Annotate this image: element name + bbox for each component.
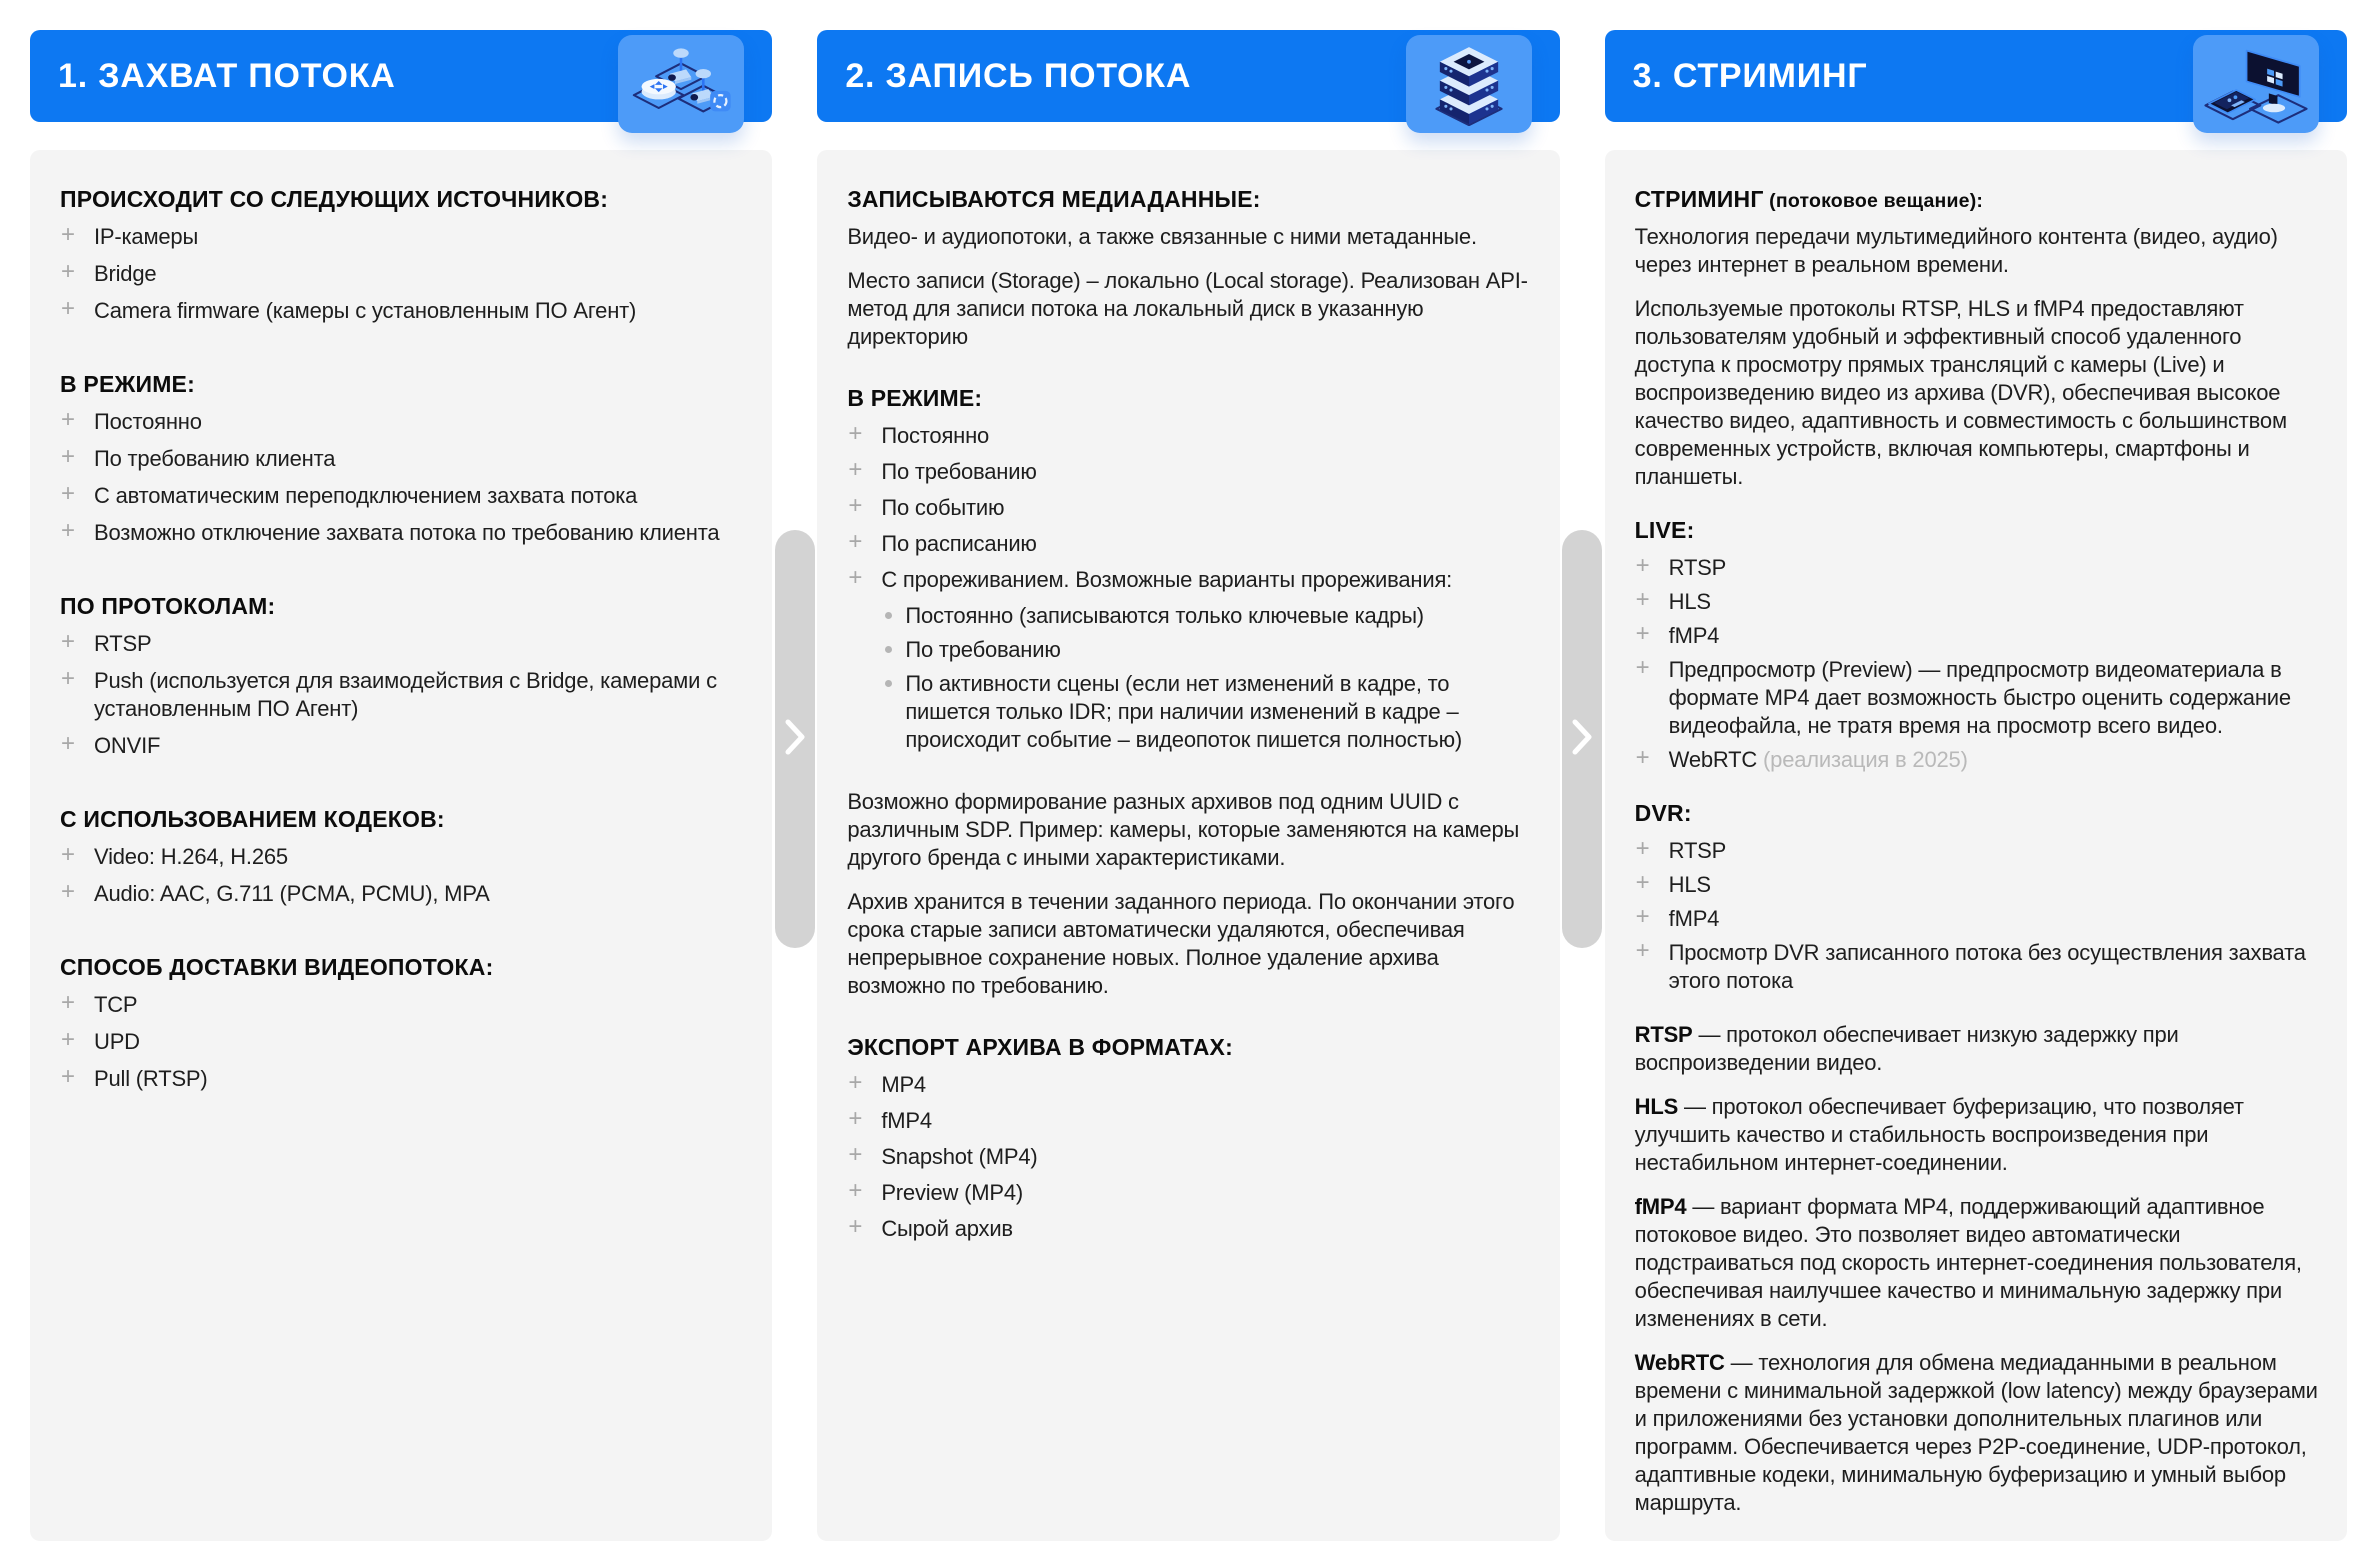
plus-bullet-icon: +: [848, 456, 863, 483]
sub-list-item-text: По активности сцены (если нет изменений в кадре, то пишется только IDR; при наличии изменений в кадре – происходит событие – видеопоток пишется полностью): [905, 671, 1462, 752]
list-item-text: HLS: [1668, 589, 1711, 614]
list-item-text: Video: H.264, H.265: [94, 844, 288, 869]
pipeline-board: [30, 30, 2347, 1515]
plus-bullet-icon: +: [1635, 903, 1650, 930]
list-item: [60, 843, 744, 871]
section: [60, 371, 744, 547]
list-item-text: Bridge: [94, 261, 157, 286]
list-item-text: ONVIF: [94, 733, 161, 758]
plus-bullet-icon: +: [848, 1213, 863, 1240]
paragraph-text: — технология для обмена медиаданными в реальном времени с минимальной задержкой (low latency) между браузерами и приложениями без установки дополнительных плагинов или программ. Обеспечивается через P2P-соединение, UDP-протокол, адаптивные кодеки, минимальную буферизацию и умный выбор маршрута.: [1634, 1350, 2318, 1515]
list-item: [60, 223, 744, 251]
plus-bullet-icon: +: [61, 443, 75, 470]
paragraph: [1635, 1021, 2319, 1077]
list-item: [1635, 554, 2319, 582]
list-item: [60, 1065, 744, 1093]
paragraph: Видео- и аудиопотоки, а также связанные с ними метаданные.: [847, 224, 1477, 249]
section-heading: [1635, 517, 2319, 544]
section-heading: [1635, 800, 2319, 827]
plus-bullet-icon: +: [61, 480, 75, 507]
plus-bullet-icon: +: [61, 406, 75, 433]
plus-bullet-icon: +: [1635, 552, 1650, 579]
list-item: [60, 880, 744, 908]
list-item: [847, 566, 1531, 754]
paragraph-text: — протокол обеспечивает низкую задержку при воспроизведении видео.: [1634, 1022, 2179, 1075]
section: [847, 788, 1531, 1000]
plus-bullet-icon: +: [61, 221, 75, 248]
chevron-right-icon: [782, 715, 808, 764]
plus-list: [60, 223, 744, 325]
column-recording: [817, 30, 1559, 1541]
list-item: [1635, 746, 2319, 774]
term: fMP4: [1634, 1194, 1687, 1219]
list-item-text: IP-камеры: [94, 224, 199, 249]
list-item: [60, 732, 744, 760]
list-item-text: Audio: AAC, G.711 (PCMA, PCMU), MPA: [94, 881, 490, 906]
column-streaming: [1605, 30, 2347, 1541]
list-item-text: Постоянно: [94, 409, 202, 434]
plus-list: [847, 422, 1531, 754]
list-item-text: По требованию: [881, 459, 1037, 484]
next-step-chevron-2[interactable]: [1562, 530, 1602, 948]
list-item: [1635, 871, 2319, 899]
list-item: [847, 1143, 1531, 1171]
section-heading-text: С ИСПОЛЬЗОВАНИЕМ КОДЕКОВ:: [60, 806, 445, 832]
plus-bullet-icon: +: [1635, 835, 1650, 862]
plus-bullet-icon: +: [848, 564, 863, 591]
plus-bullet-icon: +: [848, 1141, 863, 1168]
list-item-text: MP4: [881, 1072, 926, 1097]
plus-bullet-icon: +: [1635, 869, 1650, 896]
paragraph: [1635, 1193, 2319, 1333]
term: WebRTC: [1634, 1350, 1725, 1375]
column-title: 1. ЗАХВАТ ПОТОКА: [58, 56, 396, 95]
term: RTSP: [1634, 1022, 1693, 1047]
plus-list: [1635, 554, 2319, 774]
plus-bullet-icon: +: [1635, 654, 1650, 681]
sub-list-item: [881, 670, 1531, 754]
paragraph: Место записи (Storage) – локально (Local storage). Реализован API-метод для записи потока на локальный диск в указанную директорию: [847, 268, 1528, 349]
plus-bullet-icon: +: [61, 1026, 75, 1053]
section-heading: [847, 186, 1531, 213]
list-item: [1635, 905, 2319, 933]
plus-bullet-icon: +: [1635, 620, 1650, 647]
plus-bullet-icon: +: [848, 1105, 863, 1132]
list-item: [847, 530, 1531, 558]
list-item: [847, 1215, 1531, 1243]
list-item-text: По требованию клиента: [94, 446, 336, 471]
list-item-text: Push (используется для взаимодействия с Bridge, камерами с установленным ПО Агент): [94, 668, 717, 721]
paragraph: [1635, 1349, 2319, 1517]
column-title: 3. СТРИМИНГ: [1632, 56, 1868, 95]
section-heading: [60, 954, 744, 981]
plus-bullet-icon: +: [61, 878, 75, 905]
plus-bullet-icon: +: [848, 1177, 863, 1204]
plus-bullet-icon: +: [848, 1069, 863, 1096]
chevron-right-icon: [1569, 715, 1595, 764]
list-item-text: Camera firmware (камеры с установленным ПО Агент): [94, 298, 637, 323]
section-heading-text: DVR:: [1634, 800, 1692, 826]
plus-bullet-icon: +: [848, 528, 863, 555]
list-item: [60, 667, 744, 723]
list-item-text: Preview (MP4): [881, 1180, 1023, 1205]
list-item-text: По расписанию: [881, 531, 1037, 556]
plus-list: [847, 1071, 1531, 1243]
list-item: [60, 630, 744, 658]
list-item: [60, 260, 744, 288]
plus-bullet-icon: +: [1635, 744, 1650, 771]
paragraph: Технология передачи мультимедийного контента (видео, аудио) через интернет в реальном времени.: [1634, 224, 2278, 277]
list-item: [1635, 939, 2319, 995]
list-item: [847, 458, 1531, 486]
plus-list: [1635, 837, 2319, 995]
dot-bullet-icon: [885, 612, 892, 619]
list-item-text: Возможно отключение захвата потока по требованию клиента: [94, 520, 720, 545]
server-stack-icon: [1406, 35, 1532, 133]
list-item: [847, 422, 1531, 450]
list-item: [60, 991, 744, 1019]
section-heading-text: ПО ПРОТОКОЛАМ:: [60, 593, 276, 619]
list-item: [60, 519, 744, 547]
dot-bullet-icon: [885, 646, 892, 653]
section: [847, 186, 1531, 351]
section-heading: [60, 593, 744, 620]
plus-bullet-icon: +: [61, 517, 75, 544]
column-capture: [30, 30, 772, 1541]
list-item-text: HLS: [1668, 872, 1711, 897]
section-heading: [847, 1034, 1531, 1061]
plus-list: [60, 408, 744, 547]
section-heading-text: В РЕЖИМЕ:: [847, 385, 983, 411]
plus-bullet-icon: +: [61, 295, 75, 322]
list-item-text: fMP4: [1668, 623, 1720, 648]
section: [1635, 1021, 2319, 1517]
column-body: [30, 150, 772, 1541]
list-item: [1635, 622, 2319, 650]
paragraph: [1635, 1093, 2319, 1177]
monitor-devices-icon: [2193, 35, 2319, 133]
section: [60, 954, 744, 1093]
next-step-chevron-1[interactable]: [775, 530, 815, 948]
plus-bullet-icon: +: [848, 492, 863, 519]
section-heading: [60, 371, 744, 398]
list-item-text: Pull (RTSP): [94, 1066, 208, 1091]
list-item-text: По событию: [881, 495, 1005, 520]
section-heading-text: ЗАПИСЫВАЮТСЯ МЕДИАДАННЫЕ:: [847, 186, 1261, 212]
section-heading-text: ПРОИСХОДИТ СО СЛЕДУЮЩИХ ИСТОЧНИКОВ:: [60, 186, 609, 212]
sub-list-item: [881, 602, 1531, 630]
list-item: [60, 482, 744, 510]
sub-list-item-text: По требованию: [905, 637, 1061, 662]
section-heading-text: ЭКСПОРТ АРХИВА В ФОРМАТАХ:: [847, 1034, 1233, 1060]
section-heading-text: LIVE:: [1634, 517, 1695, 543]
list-item-text: Постоянно: [881, 423, 990, 448]
section: [1635, 186, 2319, 491]
list-item: [847, 494, 1531, 522]
section: [1635, 517, 2319, 774]
column-body: [1605, 150, 2347, 1541]
section-heading: [60, 186, 744, 213]
plus-bullet-icon: +: [61, 258, 75, 285]
plus-bullet-icon: +: [61, 730, 75, 757]
plus-bullet-icon: +: [61, 628, 75, 655]
list-item: [60, 1028, 744, 1056]
plus-list: [60, 843, 744, 908]
plus-bullet-icon: +: [61, 665, 75, 692]
column-header-streaming: [1605, 30, 2347, 122]
section-heading: [847, 385, 1531, 412]
list-item-text: fMP4: [881, 1108, 932, 1133]
plus-bullet-icon: +: [1635, 586, 1650, 613]
paragraph-text: — вариант формата MP4, поддерживающий адаптивное потоковое видео. Это позволяет видео автоматически подстраиваться под скорость интернет-соединения пользователя, обеспечивая наилучшее качество и минимальную задержку при изменениях в сети.: [1634, 1194, 2302, 1331]
column-header-capture: [30, 30, 772, 122]
list-item: [60, 408, 744, 436]
column-title: 2. ЗАПИСЬ ПОТОКА: [845, 56, 1192, 95]
list-item: [847, 1179, 1531, 1207]
list-item: [1635, 837, 2319, 865]
section: [1635, 800, 2319, 995]
list-item-text: Snapshot (MP4): [881, 1144, 1038, 1169]
plus-list: [60, 630, 744, 760]
list-item-text: TCP: [94, 992, 138, 1017]
list-item-text: Предпросмотр (Preview) — предпросмотр видеоматериала в формате MP4 дает возможность быстро оценить содержание видеофайла, не тратя время на просмотр всего видео.: [1668, 657, 2291, 738]
list-item: [847, 1107, 1531, 1135]
section-heading: [60, 806, 744, 833]
section: [60, 806, 744, 908]
list-item-text: UPD: [94, 1029, 140, 1054]
section: [847, 1034, 1531, 1243]
plus-list: [60, 991, 744, 1093]
list-item: [1635, 588, 2319, 616]
section-heading-text: СТРИМИНГ: [1634, 186, 1764, 212]
list-item: [847, 1071, 1531, 1099]
section-heading-text: СПОСОБ ДОСТАВКИ ВИДЕОПОТОКА:: [60, 954, 494, 980]
plus-bullet-icon: +: [61, 989, 75, 1016]
section-heading-suffix: (потоковое вещание):: [1763, 190, 1984, 212]
column-body: [817, 150, 1559, 1541]
column-header-recording: [817, 30, 1559, 122]
paragraph: Архив хранится в течении заданного периода. По окончании этого срока старые записи автоматически удаляются, обеспечивая непрерывное сохранение новых. Полное удаление архива возможно по требованию.: [847, 889, 1515, 998]
list-item-text: С прореживанием. Возможные варианты прореживания:: [881, 567, 1453, 592]
plus-bullet-icon: +: [61, 1063, 75, 1090]
section-heading-text: В РЕЖИМЕ:: [60, 371, 195, 397]
list-item-text: RTSP: [94, 631, 152, 656]
list-item-text: Просмотр DVR записанного потока без осуществления захвата этого потока: [1668, 940, 2306, 993]
list-item: [60, 297, 744, 325]
list-item-text: RTSP: [1668, 838, 1727, 863]
section-heading: [1635, 186, 2319, 213]
section: [60, 186, 744, 325]
dot-list: [881, 602, 1531, 754]
paragraph-text: — протокол обеспечивает буферизацию, что позволяет улучшить качество и стабильность воспроизведения при нестабильном интернет-соединении.: [1634, 1094, 2244, 1175]
paragraph: Возможно формирование разных архивов под одним UUID с различным SDP. Пример: камеры, которые заменяются на камеры другого бренда с иными характеристиками.: [847, 789, 1520, 870]
list-item-text: fMP4: [1668, 906, 1720, 931]
list-item-text: WebRTC: [1668, 747, 1758, 772]
section: [60, 593, 744, 760]
section: [847, 385, 1531, 754]
plus-bullet-icon: +: [1635, 937, 1650, 964]
plus-bullet-icon: +: [848, 420, 863, 447]
list-item-text: RTSP: [1668, 555, 1727, 580]
list-item-text: С автоматическим переподключением захвата потока: [94, 483, 638, 508]
list-item: [60, 445, 744, 473]
term: HLS: [1634, 1094, 1679, 1119]
muted-note: (реализация в 2025): [1757, 747, 1968, 772]
list-item-text: Сырой архив: [881, 1216, 1013, 1241]
camera-network-icon: [618, 35, 744, 133]
plus-bullet-icon: +: [61, 841, 75, 868]
sub-list-item: [881, 636, 1531, 664]
paragraph: Используемые протоколы RTSP, HLS и fMP4 предоставляют пользователям удобный и эффективный способ удаленного доступа к просмотру прямых трансляций с камеры (Live) и воспроизведению видео из архива (DVR), обеспечивая высокое качество видео, адаптивность и совместимость с большинством современных устройств, включая компьютеры, смартфоны и планшеты.: [1634, 296, 2287, 489]
sub-list-item-text: Постоянно (записываются только ключевые кадры): [905, 603, 1424, 628]
list-item: [1635, 656, 2319, 740]
dot-bullet-icon: [885, 680, 892, 687]
